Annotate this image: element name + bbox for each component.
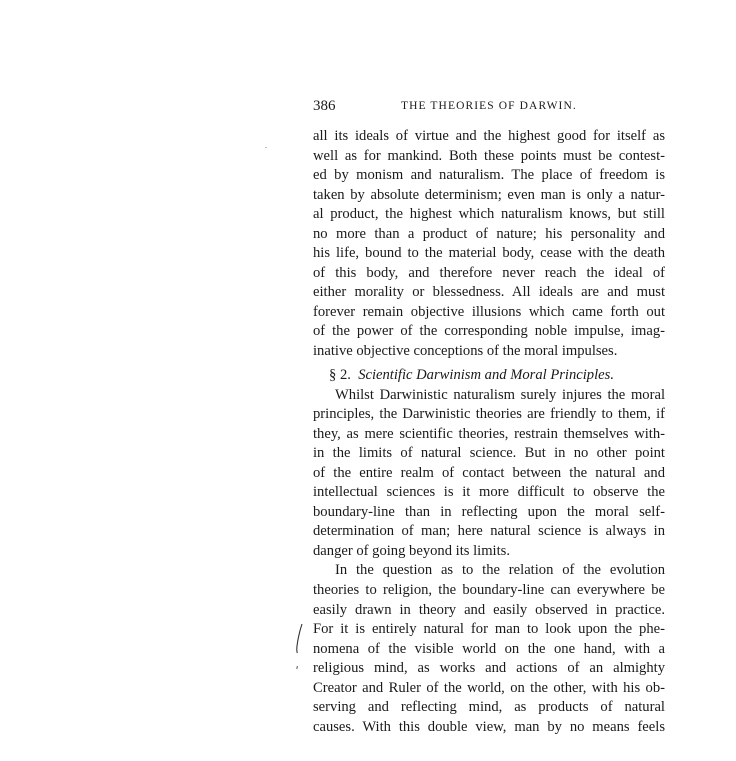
pencil-margin-mark xyxy=(294,622,306,672)
text-line: causes. With this double view, man by no means feels xyxy=(313,718,665,735)
text-line: no more than a product of nature; his personality and xyxy=(313,225,665,242)
text-line: al product, the highest which naturalism knows, but still xyxy=(313,206,665,223)
text-line: In the question as to the relation of the evolution xyxy=(335,562,665,579)
text-line: serving and reflecting mind, as products of natural xyxy=(313,699,665,716)
text-line: ed by monism and naturalism. The place of freedom is xyxy=(313,167,665,184)
text-line: in the limits of natural science. But in no other point xyxy=(313,445,665,462)
text-line: all its ideals of virtue and the highest good for itself as xyxy=(313,128,665,144)
text-line: of the power of the corresponding noble impulse, imag- xyxy=(313,323,665,340)
text-line: forever remain objective illusions which came forth out xyxy=(313,303,665,320)
paragraph-3 xyxy=(313,561,665,737)
page-body xyxy=(313,127,665,737)
text-line: nomena of the visible world on the one hand, with a xyxy=(313,640,665,657)
page-speck xyxy=(265,147,267,148)
text-line: taken by absolute determinism; even man is only a natur- xyxy=(313,186,665,203)
text-line: inative objective conceptions of the moral impulses. xyxy=(313,343,618,360)
paragraph-1 xyxy=(313,127,665,362)
text-line: boundary-line than in reflecting upon the moral self- xyxy=(313,503,665,520)
page-number: 386 xyxy=(313,98,336,114)
text-line: theories to religion, the boundary-line can everywhere be xyxy=(313,582,665,599)
text-line: Creator and Ruler of the world, on the other, with his ob- xyxy=(313,679,665,696)
text-line: easily drawn in theory and easily observed in practice. xyxy=(313,601,665,618)
text-line: intellectual sciences is it more difficult to observe the xyxy=(313,484,665,501)
running-head: THE THEORIES OF DARWIN. xyxy=(401,100,577,112)
text-line: religious mind, as works and actions of an almighty xyxy=(313,660,665,677)
text-line: of the entire realm of contact between the natural and xyxy=(313,464,665,481)
text-line: determination of man; here natural science is always in xyxy=(313,523,665,540)
text-line: well as for mankind. Both these points must be contest- xyxy=(313,147,665,164)
text-line: For it is entirely natural for man to look upon the phe- xyxy=(313,621,665,638)
text-line: Whilst Darwinistic naturalism surely injures the moral xyxy=(335,386,665,403)
text-line: danger of going beyond its limits. xyxy=(313,542,510,559)
section-number: § 2. xyxy=(329,366,351,383)
text-line: of this body, and therefore never reach the ideal of xyxy=(313,264,665,281)
text-line: they, as mere scientific theories, restrain themselves with- xyxy=(313,425,665,442)
text-line: principles, the Darwinistic theories are friendly to them, if xyxy=(313,406,665,423)
page-header xyxy=(313,98,665,118)
section-title: Scientific Darwinism and Moral Principles. xyxy=(358,366,614,383)
section-heading xyxy=(313,365,665,386)
paragraph-2 xyxy=(313,386,665,562)
text-line: either morality or blessedness. All ideals are and must xyxy=(313,284,665,301)
text-line: his life, bound to the material body, cease with the death xyxy=(313,245,665,262)
